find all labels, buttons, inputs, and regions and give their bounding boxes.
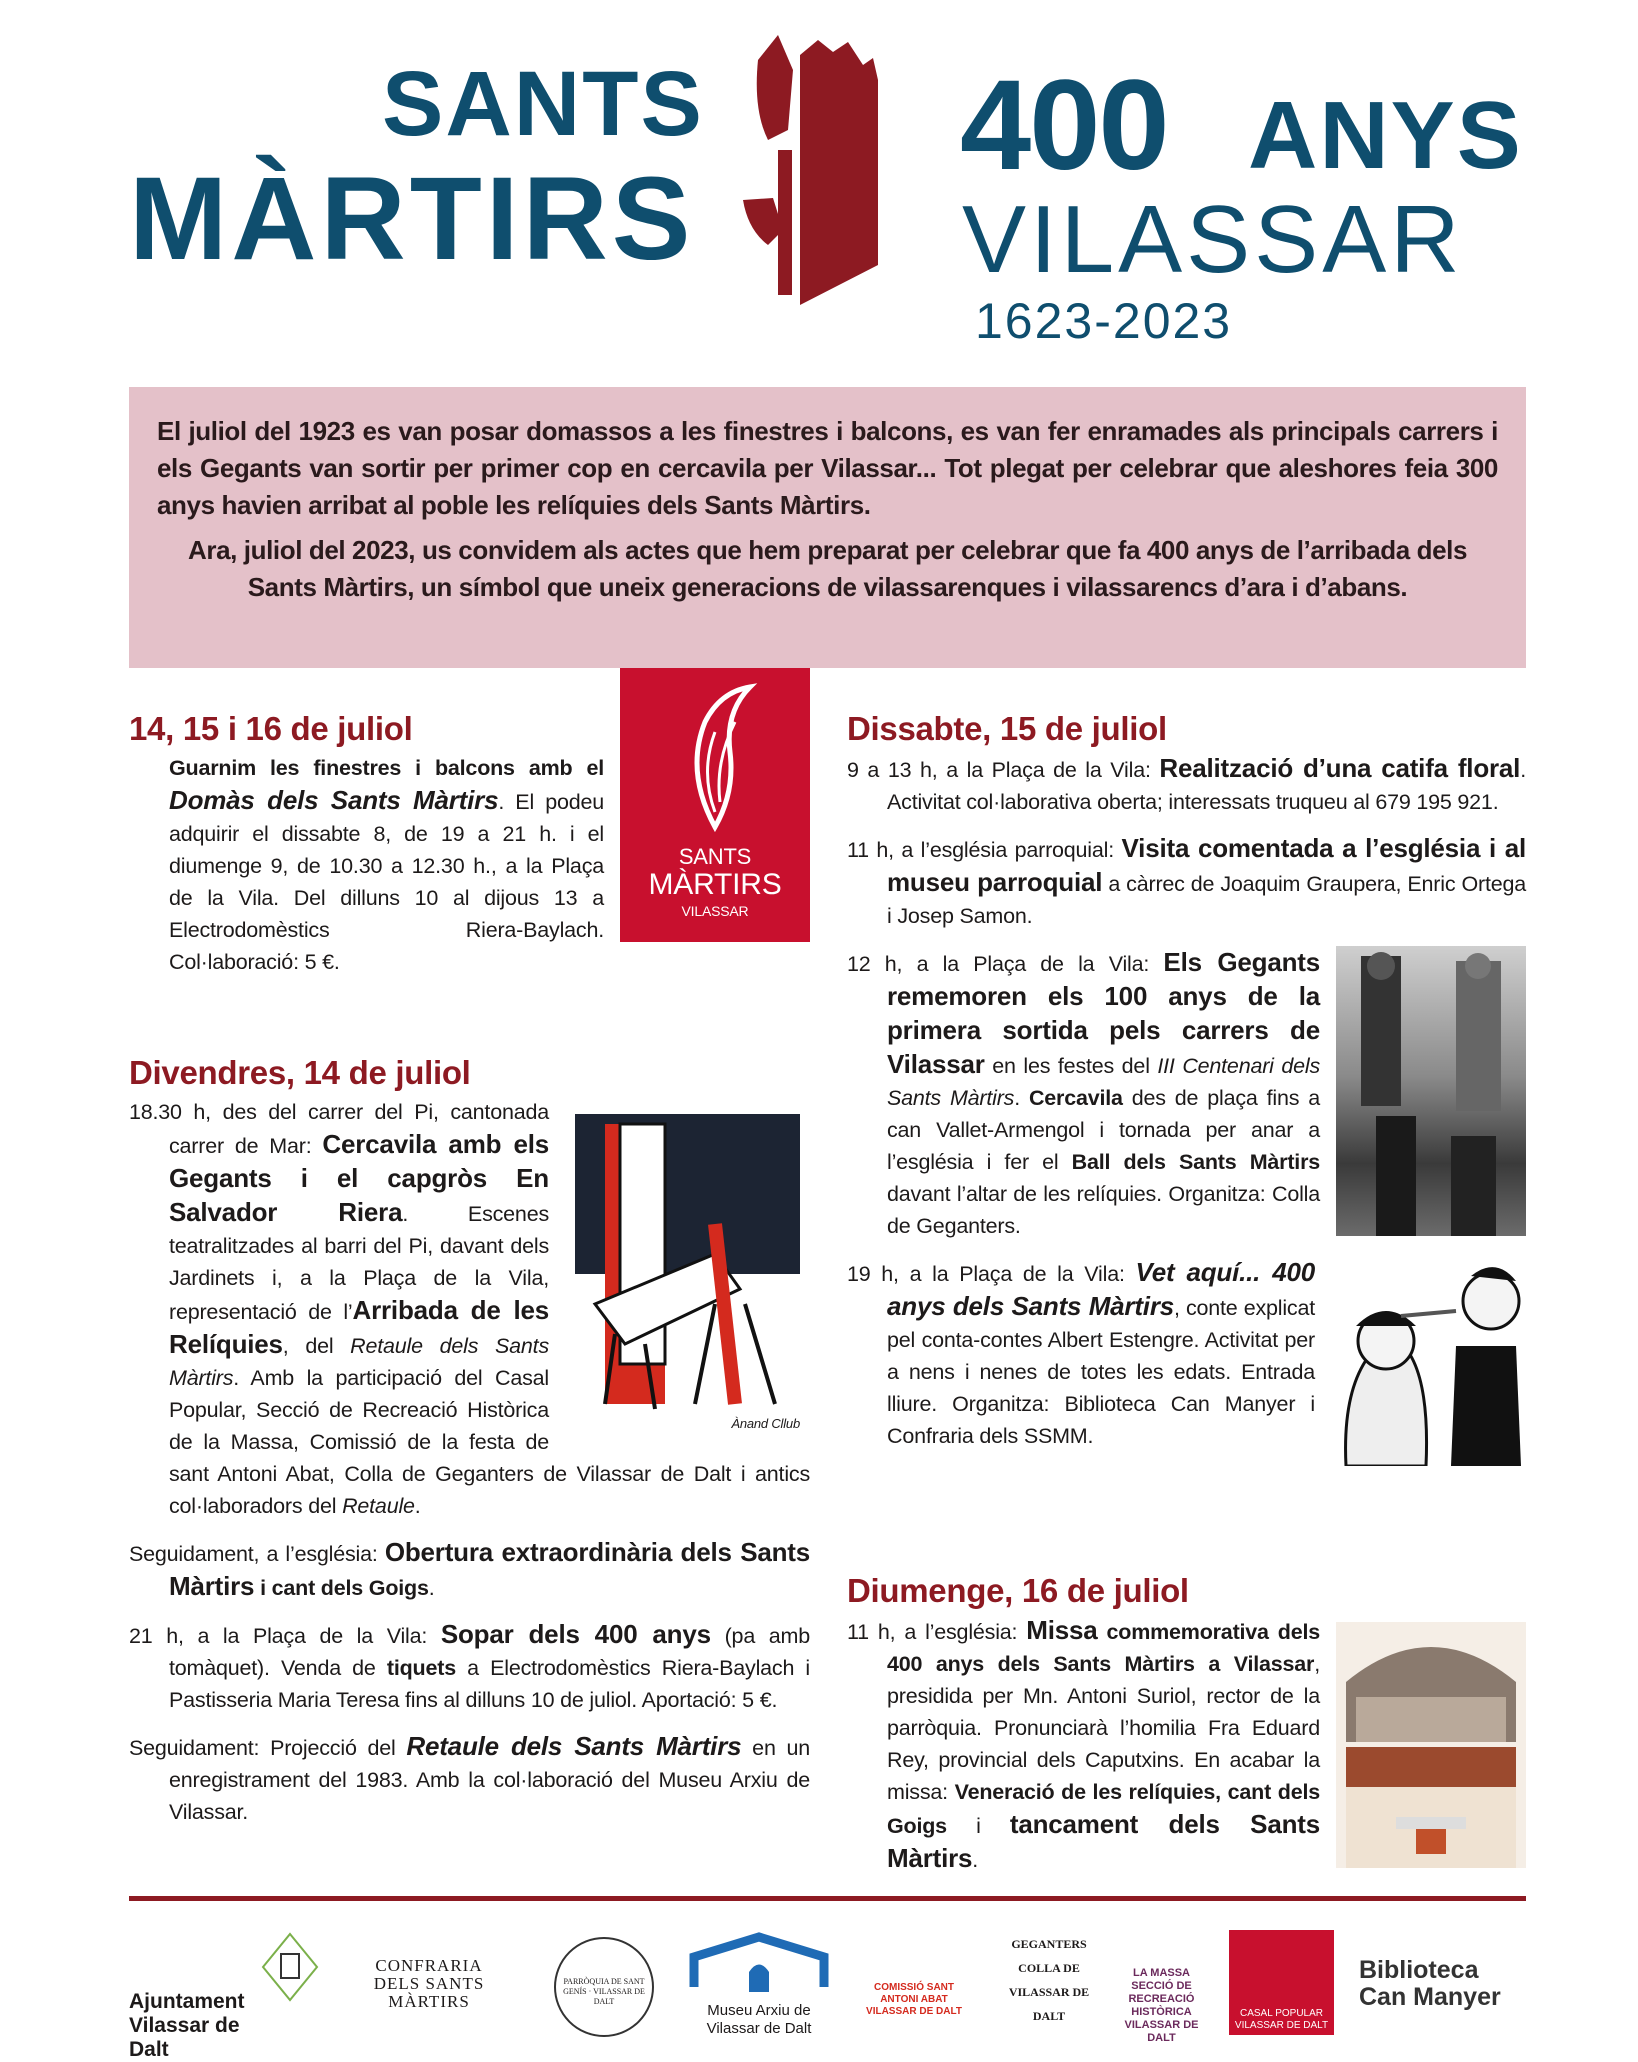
logo-biblioteca: Biblioteca Can Manyer [1359, 1956, 1501, 2011]
text-segment: Arribada de les Relíquies [169, 1295, 549, 1359]
text-segment: Realització d’una catifa floral [1159, 753, 1521, 783]
title-martirs: MÀRTIRS [129, 153, 695, 285]
section-heading: Diumenge, 16 de juliol [847, 1572, 1189, 1609]
text-segment: 12 h, a la Plaça de la Vila: [847, 952, 1164, 976]
text-segment: Ball dels Sants Màrtirs [1071, 1150, 1320, 1174]
logo-la-massa: LA MASSA SECCIÓ DE RECREACIÓ HISTÒRICA VILASSAR DE DALT [1124, 1967, 1199, 2044]
town-shield-icon [261, 1932, 319, 2002]
illustration-signature: Ànand Cllub [731, 1416, 800, 1431]
text-segment: a càrrec de Joaquim Graupera, Enric Ortega i Josep Samon. [887, 872, 1526, 928]
logo-geganters: GEGANTERS COLLA DE VILASSAR DE DALT [1008, 1937, 1090, 2023]
text-segment: Visita comentada a l’església i al museu parroquial [887, 833, 1527, 897]
event-paragraph [847, 832, 1526, 932]
text-segment: davant l’altar de les relíquies. Organitza: Colla de Geganters. [887, 1182, 1320, 1238]
text-segment: . Escenes teatralitzades al barri del Pi, davant dels Jardinets i, a la Plaça de la Vila, representació de l’ [169, 1202, 549, 1324]
text-segment: Seguidament: Projecció del [129, 1736, 407, 1760]
footer-divider [129, 1896, 1526, 1901]
sponsor-logos [129, 1922, 1526, 2061]
giants-historic-photo [1336, 946, 1526, 1236]
title-sants: SANTS [382, 53, 704, 155]
text-segment: Missa [1026, 1615, 1098, 1645]
text-segment: 19 h, a la Plaça de la Vila: [847, 1262, 1136, 1286]
title-anys: ANYS [1248, 82, 1523, 189]
text-segment: Obertura extraordinària dels Sants Màrtirs [169, 1537, 810, 1601]
text-segment: i [946, 1814, 1010, 1838]
section-diumenge [847, 1570, 1526, 1876]
text-segment: Cercavila [1028, 1086, 1123, 1110]
text-segment: . El podeu adquirir el dissabte 8, de 19 a 21 h. i el diumenge 9, de 10.30 a 12.30 h., a la Plaça de la Vila. Del dilluns 10 al dijous 13 a Electrodomèstics Riera-Baylach. Col·laboració: 5 €. [169, 790, 604, 974]
text-segment: . Activitat col·laborativa oberta; interessats truqueu al 679 195 921. [887, 758, 1526, 814]
logo-parroquia: PARRÒQUIA DE SANT GENÍS · VILASSAR DE DALT [554, 1937, 654, 2037]
right-column [847, 708, 1526, 1890]
text-segment: Retaule dels Sants Màrtirs [169, 1334, 549, 1390]
museum-roof-icon [689, 1932, 829, 1992]
altar-photo-icon [1336, 1622, 1526, 1868]
logo-museu: Museu Arxiu de Vilassar de Dalt [706, 2002, 812, 2037]
title-vilassar: VILASSAR [962, 186, 1464, 293]
rose-tower-emblem-icon [738, 30, 888, 310]
left-column [129, 708, 810, 1842]
event-paragraph [129, 1618, 810, 1716]
palm-leaf-icon [655, 682, 775, 832]
section-heading: Divendres, 14 de juliol [129, 1054, 471, 1091]
intro-paragraph: El juliol del 1923 es van posar domassos a les finestres i balcons, es van fer enramades als principals carrers i els Gegants van sortir per primer cop en cercavila per Vilassar... Tot plegat per celebrar que aleshores feia 300 anys havien arribat al poble les relíquies dels Sants Màrtirs. [157, 416, 1498, 520]
intro-box [129, 387, 1526, 668]
logo-line2: MÀRTIRS [648, 868, 782, 901]
section-heading: 14, 15 i 16 de juliol [129, 710, 413, 747]
cartoon-characters-icon [1331, 1256, 1526, 1466]
text-segment: . Amb la participació del Casal Popular, Secció de Recreació Històrica de la Massa, Comissió de la festa de sant Antoni Abat, Colla de Geganters de Vilassar de Dalt i antics col·laboradors del [169, 1366, 810, 1518]
storyteller-cartoon [1331, 1256, 1526, 1466]
text-segment: Veneració de les relíquies, cant dels Goigs [887, 1780, 1320, 1838]
giants-procession-drawing-icon [565, 1104, 810, 1424]
text-segment: 9 a 13 h, a la Plaça de la Vila: [847, 758, 1160, 782]
event-paragraph [129, 1536, 810, 1604]
text-segment: Guarnim les finestres i balcons amb el [169, 756, 604, 780]
section-dissabte [847, 708, 1526, 1558]
text-segment: , del [282, 1334, 351, 1358]
intro-paragraph: Ara, juliol del 2023, us convidem als actes que hem preparat per celebrar que fa 400 anys de l’arribada dels Sants Màrtirs, un símbol que uneix generacions de vilassarenques i vilassarencs d’ara i d’abans. [187, 535, 1468, 602]
logo-line1: SANTS [678, 844, 752, 869]
text-segment: tiquets [386, 1656, 456, 1680]
logo-casal-popular: CASAL POPULAR VILASSAR DE DALT [1229, 1930, 1334, 2035]
title-400: 400 [960, 54, 1168, 197]
text-segment: a Electrodomèstics Riera-Baylach i Pastisseria Maria Teresa fins al dilluns 10 de juliol. Aportació: 5 €. [169, 1656, 810, 1712]
event-paragraph [847, 752, 1526, 818]
text-segment: Seguidament, a l’església: [129, 1542, 385, 1566]
logo-confraria: CONFRARIA DELS SANTS MÀRTIRS [373, 1956, 485, 2011]
text-segment: Domàs dels Sants Màrtirs [169, 785, 499, 815]
logo-line3: VILASSAR [681, 903, 749, 919]
retaule-illustration [565, 1104, 810, 1444]
sants-martirs-logo [620, 668, 810, 942]
text-segment: , conte explicat pel conta-contes Albert Estengre. Activitat per a nens i nenes de totes les edats. Entrada lliure. Organitza: Biblioteca Can Manyer i Confraria dels SSMM. [887, 1296, 1315, 1448]
text-segment: . [1014, 1086, 1029, 1110]
text-segment: Els Gegants rememoren els 100 anys de la primera sortida pels carrers de Vilassar [887, 947, 1320, 1079]
text-segment: (pa amb tomàquet). Venda de [169, 1624, 811, 1680]
section-14-16-juliol [129, 708, 810, 1038]
text-segment: . [414, 1494, 421, 1518]
text-segment: Sopar dels 400 anys [440, 1619, 711, 1649]
section-heading: Dissabte, 15 de juliol [847, 710, 1167, 747]
text-segment: en un enregistrament del 1983. Amb la col·laboració del Museu Arxiu de Vilassar. [169, 1736, 811, 1824]
text-segment: Vet aquí... 400 anys dels Sants Màrtirs [887, 1257, 1315, 1321]
text-segment: tancament dels Sants Màrtirs [887, 1809, 1320, 1873]
text-segment: Retaule dels Sants Màrtirs [406, 1731, 742, 1761]
text-segment: 21 h, a la Plaça de la Vila: [129, 1624, 441, 1648]
text-segment: 11 h, a l’església: [847, 1620, 1027, 1644]
text-segment: en les festes del [984, 1054, 1158, 1078]
title-years: 1623-2023 [975, 293, 1233, 349]
text-segment: Retaule [342, 1494, 415, 1518]
text-segment: des de plaça fins a can Vallet-Armengol i tornada per anar a l’església i fer el [887, 1086, 1320, 1174]
text-segment: . [972, 1848, 979, 1872]
church-altar-photo [1336, 1622, 1526, 1868]
text-segment: . [428, 1576, 435, 1600]
section-divendres [129, 1052, 810, 1828]
text-segment: i cant dels Goigs [254, 1576, 429, 1600]
text-segment: Cercavila amb els Gegants i el capgròs En Salvador Riera [169, 1129, 550, 1227]
text-segment: , presidida per Mn. Antoni Suriol, rector de la parròquia. Pronunciarà l’homilia Fra Eduard Rey, provincial dels Caputxins. En acabar la missa: [887, 1652, 1320, 1804]
event-paragraph [129, 1730, 810, 1828]
text-segment: commemorativa dels 400 anys dels Sants Màrtirs a Vilassar [887, 1620, 1320, 1676]
text-segment: III Centenari dels Sants Màrtirs [887, 1054, 1320, 1110]
logo-ajuntament: Ajuntament Vilassar de Dalt [129, 1990, 245, 2061]
logo-sant-antoni: COMISSIÓ SANT ANTONI ABAT VILASSAR DE DALT [866, 1982, 962, 2017]
giants-photo-icon [1336, 946, 1526, 1236]
text-segment: 11 h, a l’església parroquial: [847, 838, 1122, 862]
text-segment: 18.30 h, des del carrer del Pi, cantonada carrer de Mar: [129, 1100, 549, 1158]
